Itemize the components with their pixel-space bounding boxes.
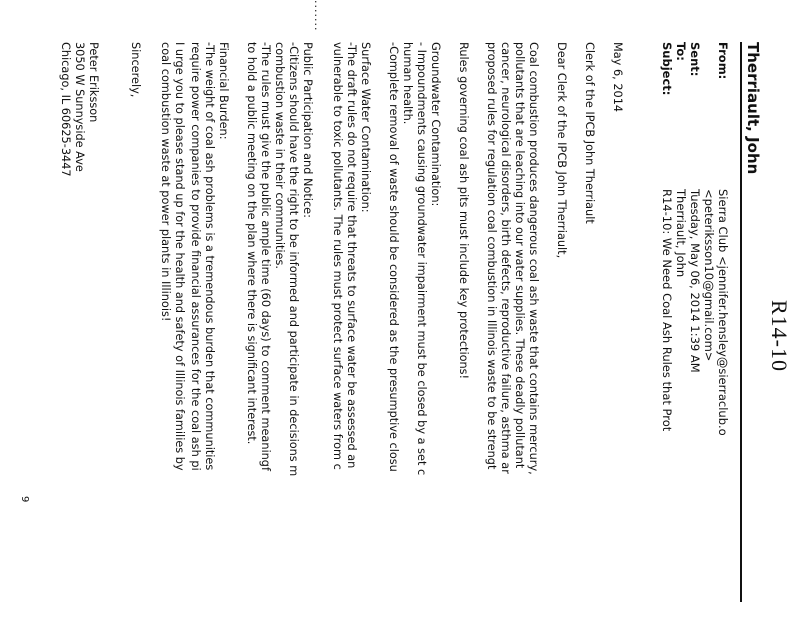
intro-paragraph [484, 42, 540, 475]
surface-water-heading: Surface Water Contamination: [359, 42, 372, 213]
financial-section [188, 42, 230, 471]
recipient-line: Clerk of the IPCB John Therriault [583, 42, 596, 224]
sender-name: Therriault, John [744, 42, 762, 175]
to-value: Therriault, John [674, 189, 688, 278]
groundwater-line: - Impoundments causing groundwater impairment must be closed by a set c [415, 42, 428, 476]
surface-water-section [330, 42, 372, 470]
financial-heading: Financial Burden: [217, 42, 230, 140]
groundwater-line: human health. [401, 42, 414, 125]
subject-value: R14-10: We Need Coal Ash Rules that Prot [660, 189, 674, 432]
from-value-line-1: Sierra Club <jennifer.hensley@sierraclub.o [716, 189, 730, 436]
groundwater-heading: Groundwater Contamination: [429, 42, 442, 207]
sent-label: Sent: [688, 42, 702, 77]
participation-line: combustion waste in their communities. [273, 42, 286, 269]
financial-line: require power companies to provide financial assurances for the coal ash pi [189, 42, 202, 471]
from-value-line-2: <peteriksson10@gmail.com> [702, 189, 716, 362]
groundwater-section [386, 42, 442, 475]
public-participation-section [244, 42, 314, 476]
participation-heading: Public Participation and Notice: [301, 42, 314, 218]
subject-label: Subject: [660, 42, 674, 96]
salutation: Dear Clerk of the IPCB John Therriault, [555, 42, 568, 259]
to-label: To: [674, 42, 688, 61]
financial-line: -The weight of coal ash problems is a tremendous burden that communities [203, 42, 216, 471]
letter-date: May 6, 2014 [611, 42, 624, 113]
rules-intro: Rules governing coal ash pits must include key protections! [457, 42, 470, 380]
signer-city: Chicago, IL 60625-3447 [59, 42, 72, 177]
document-code: R14-10 [767, 300, 792, 372]
groundwater-line: -Complete removal of waste should be considered as the presumptive closu [387, 42, 400, 472]
closing-line: coal combustion waste at power plants in Illinois! [159, 42, 172, 322]
closing-paragraph [158, 42, 186, 471]
from-label: From: [716, 42, 730, 80]
surface-water-line: -The draft rules do not require that threats to surface water be assessed an [345, 42, 358, 469]
signer-street: 3050 W Sunnyside Ave [73, 42, 86, 172]
sender-name-bar [740, 42, 762, 602]
participation-line: -Citizens should have the right to be informed and participate in decisions m [287, 42, 300, 477]
closing-line: I urge you to please stand up for the health and safety of Illinois families by [173, 42, 186, 471]
signature-block [58, 42, 100, 177]
intro-line: proposed rules for regulation coal combustion in Illinois waste to be strengt [485, 42, 498, 470]
signoff: Sincerely, [129, 42, 142, 98]
intro-line: pollutants that are leaching into our water supplies. These deadly pollutant [513, 42, 526, 469]
intro-line: Coal combustion produces dangerous coal ash waste that contains mercury, [527, 42, 540, 475]
surface-water-line: vulnerable to toxic pollutants. The rules must protect surface waters from c [331, 42, 344, 470]
sent-value: Tuesday, May 06, 2014 1:39 AM [688, 189, 702, 373]
margin-dots: ....... [312, 0, 325, 32]
participation-line: -The rules must give the public ample time (60 days) to comment meaningf [259, 42, 272, 471]
page-number: 9 [19, 496, 30, 503]
intro-line: cancer, neurological disorders, birth defects, reproductive failure, asthma ar [499, 42, 512, 474]
signer-name: Peter Eriksson [87, 42, 100, 123]
participation-line: to hold a public meeting on the plan where there is significant interest. [245, 42, 258, 445]
